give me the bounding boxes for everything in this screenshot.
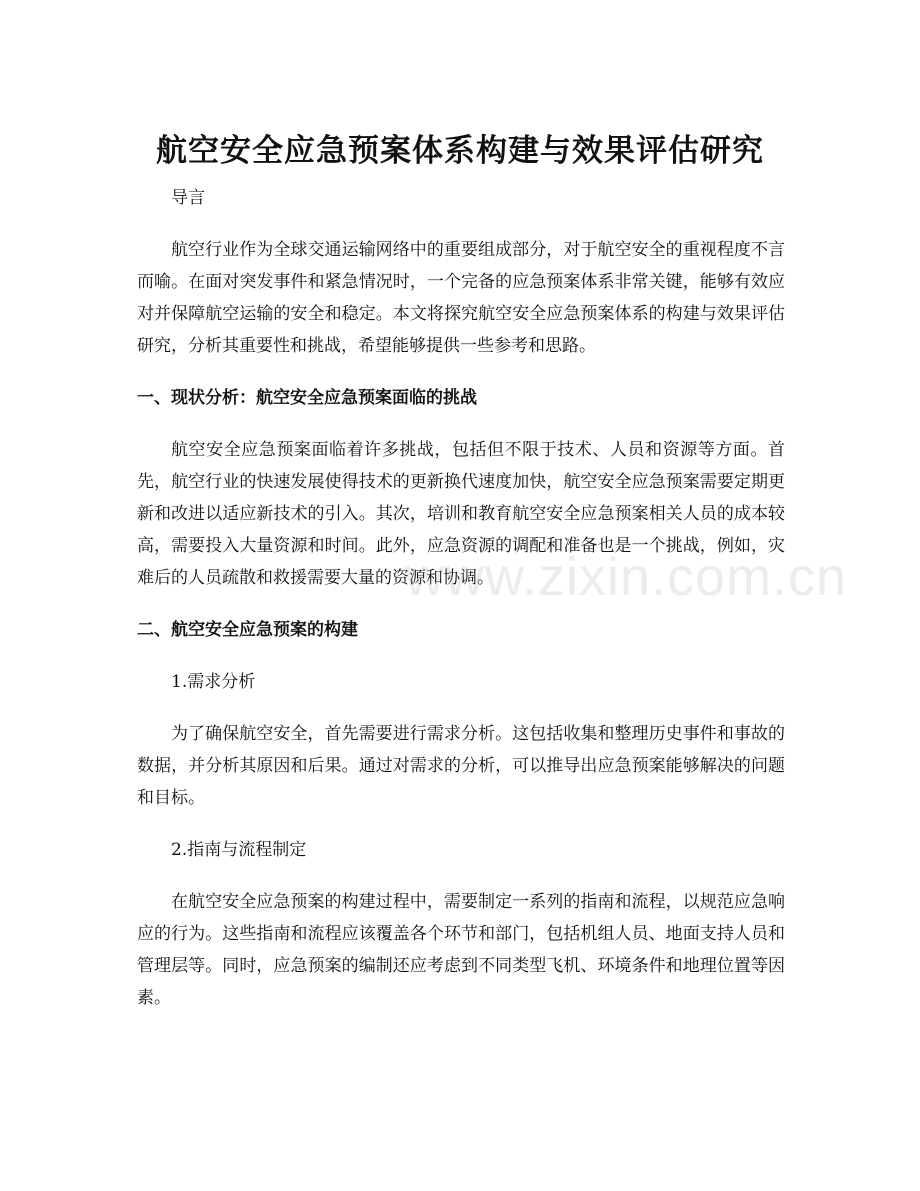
section-1-heading: 一、现状分析：航空安全应急预案面临的挑战 — [137, 388, 477, 408]
document-title: 航空安全应急预案体系构建与效果评估研究 — [156, 132, 764, 169]
watermark-text: www.zixin.com.cn — [405, 547, 848, 607]
intro-label: 导言 — [171, 188, 205, 208]
subsection-1-label: 1.需求分析 — [171, 672, 256, 692]
section-1-paragraph: 航空安全应急预案面临着许多挑战，包括但不限于技术、人员和资源等方面。首先，航空行业的快速发展使得技术的更新换代速度加快，航空安全应急预案需要定期更新和改进以适应新技术的引入。其次，培训和教育航空安全应急预案相关人员的成本较高，需要投入大量资源和时间。此外，应急资源的调配和准备也是一个挑战，例如，灾难后的人员疏散和救援需要大量的资源和协调。 — [137, 440, 785, 588]
subsection-2-paragraph: 在航空安全应急预案的构建过程中，需要制定一系列的指南和流程，以规范应急响应的行为。这些指南和流程应该覆盖各个环节和部门，包括机组人员、地面支持人员和管理层等。同时，应急预案的编制还应考虑到不同类型飞机、环境条件和地理位置等因素。 — [137, 892, 785, 1008]
subsection-2-label: 2.指南与流程制定 — [171, 840, 307, 860]
document-body — [137, 182, 785, 1034]
section-2-heading: 二、航空安全应急预案的构建 — [137, 620, 358, 640]
subsection-1-paragraph: 为了确保航空安全，首先需要进行需求分析。这包括收集和整理历史事件和事故的数据，并分析其原因和后果。通过对需求的分析，可以推导出应急预案能够解决的问题和目标。 — [137, 724, 785, 808]
intro-paragraph: 航空行业作为全球交通运输网络中的重要组成部分，对于航空安全的重视程度不言而喻。在面对突发事件和紧急情况时，一个完备的应急预案体系非常关键，能够有效应对并保障航空运输的安全和稳定。本文将探究航空安全应急预案体系的构建与效果评估研究，分析其重要性和挑战，希望能够提供一些参考和思路。 — [137, 240, 785, 356]
